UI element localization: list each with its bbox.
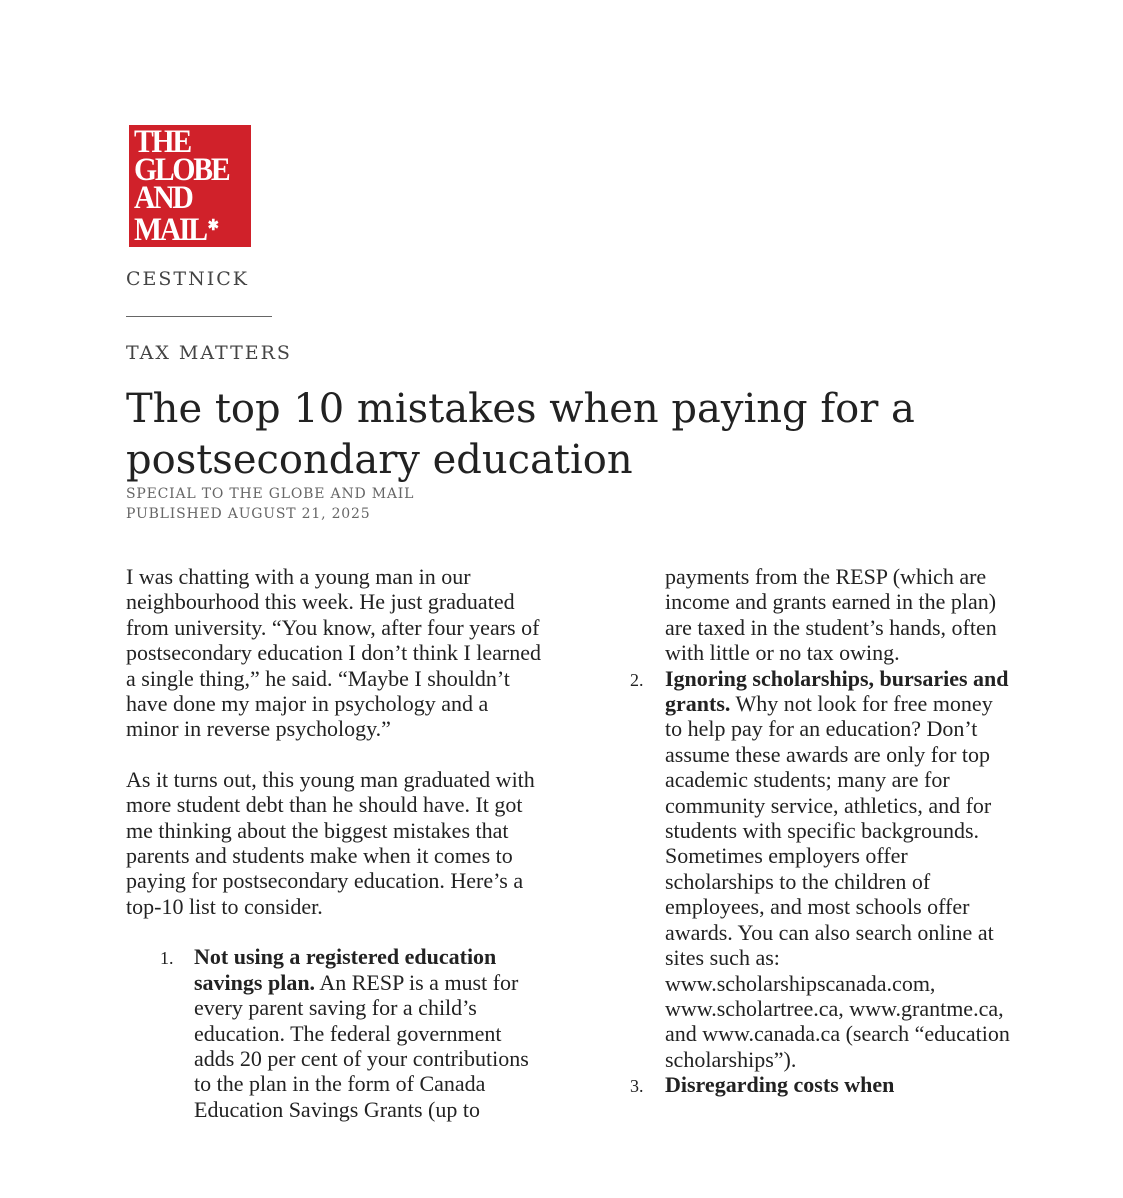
list-item-1-continued: payments from the RESP (which are income and grants earned in the plan) are taxed in the student’s hands, often with little or no tax owing. [665,564,997,666]
list-item-3-title: Disregarding costs when [665,1072,895,1098]
list-item-2 [630,666,1010,1073]
headline-line-2: postsecondary education [126,437,633,483]
byline: SPECIAL TO THE GLOBE AND MAIL [126,486,415,502]
column-name[interactable]: CESTNICK [126,268,249,290]
body-paragraph-1: I was chatting with a young man in our neighbourhood this week. He just graduated from university. “You know, after four years of postsecondary education I don’t think I learned a single thing,” he said. “Maybe I shouldn’t have done my major in psychology and a minor in reverse psychology.” [126,564,542,742]
maple-leaf-icon: ✱ [207,218,219,234]
published-date: PUBLISHED AUGUST 21, 2025 [126,506,371,522]
list-item-1-title: Not using a registered education savings plan. [194,944,497,995]
headline-line-1: The top 10 mistakes when paying for a [126,386,915,432]
article-column-left [126,564,546,1122]
body-paragraph-2: As it turns out, this young man graduated with more student debt than he should have. It got me thinking about the biggest mistakes that parents and students make when it comes to paying for postsecondary education. Here’s a top-10 list to consider. [126,766,535,919]
logo-mail-text: MAIL [134,212,206,248]
divider [126,316,272,317]
list-number-2: 2. [630,669,644,690]
list-item-1 [126,944,546,1122]
list-item-2-text: Why not look for free money to help pay for an education? Don’t assume these awards are only for top academic students; many are for community service, athletics, and for students with specific backgrounds. Sometimes employers offer scholarships to the children of employees, and most schools offer awards. You can also search online at sites such as: www.scholarshipscanada.com, www.scholartree.ca, www.grantme.ca, and www.canada.ca (search “education scholarships”). [665,691,1010,1072]
list-item-1-text: An RESP is a must for every parent saving for a child’s education. The federal government adds 20 per cent of your contributions to the plan in the form of Canada Education Savings Grants (up to [194,969,529,1122]
list-item-3 [630,1072,1010,1097]
list-item-2-title: Ignoring scholarships, bursaries and grants. [665,665,1009,717]
logo-line-globe: GLOBE [134,152,229,188]
logo-line-and: AND [134,180,192,216]
list-number-3: 3. [630,1076,644,1097]
logo-line-the: THE [134,124,190,160]
list-number-1: 1. [160,948,174,969]
logo-line-mail [134,212,239,248]
section-label[interactable]: TAX MATTERS [126,342,292,364]
globe-and-mail-logo[interactable] [129,125,251,247]
article-column-right [630,564,1010,1098]
article-headline [126,384,1006,486]
